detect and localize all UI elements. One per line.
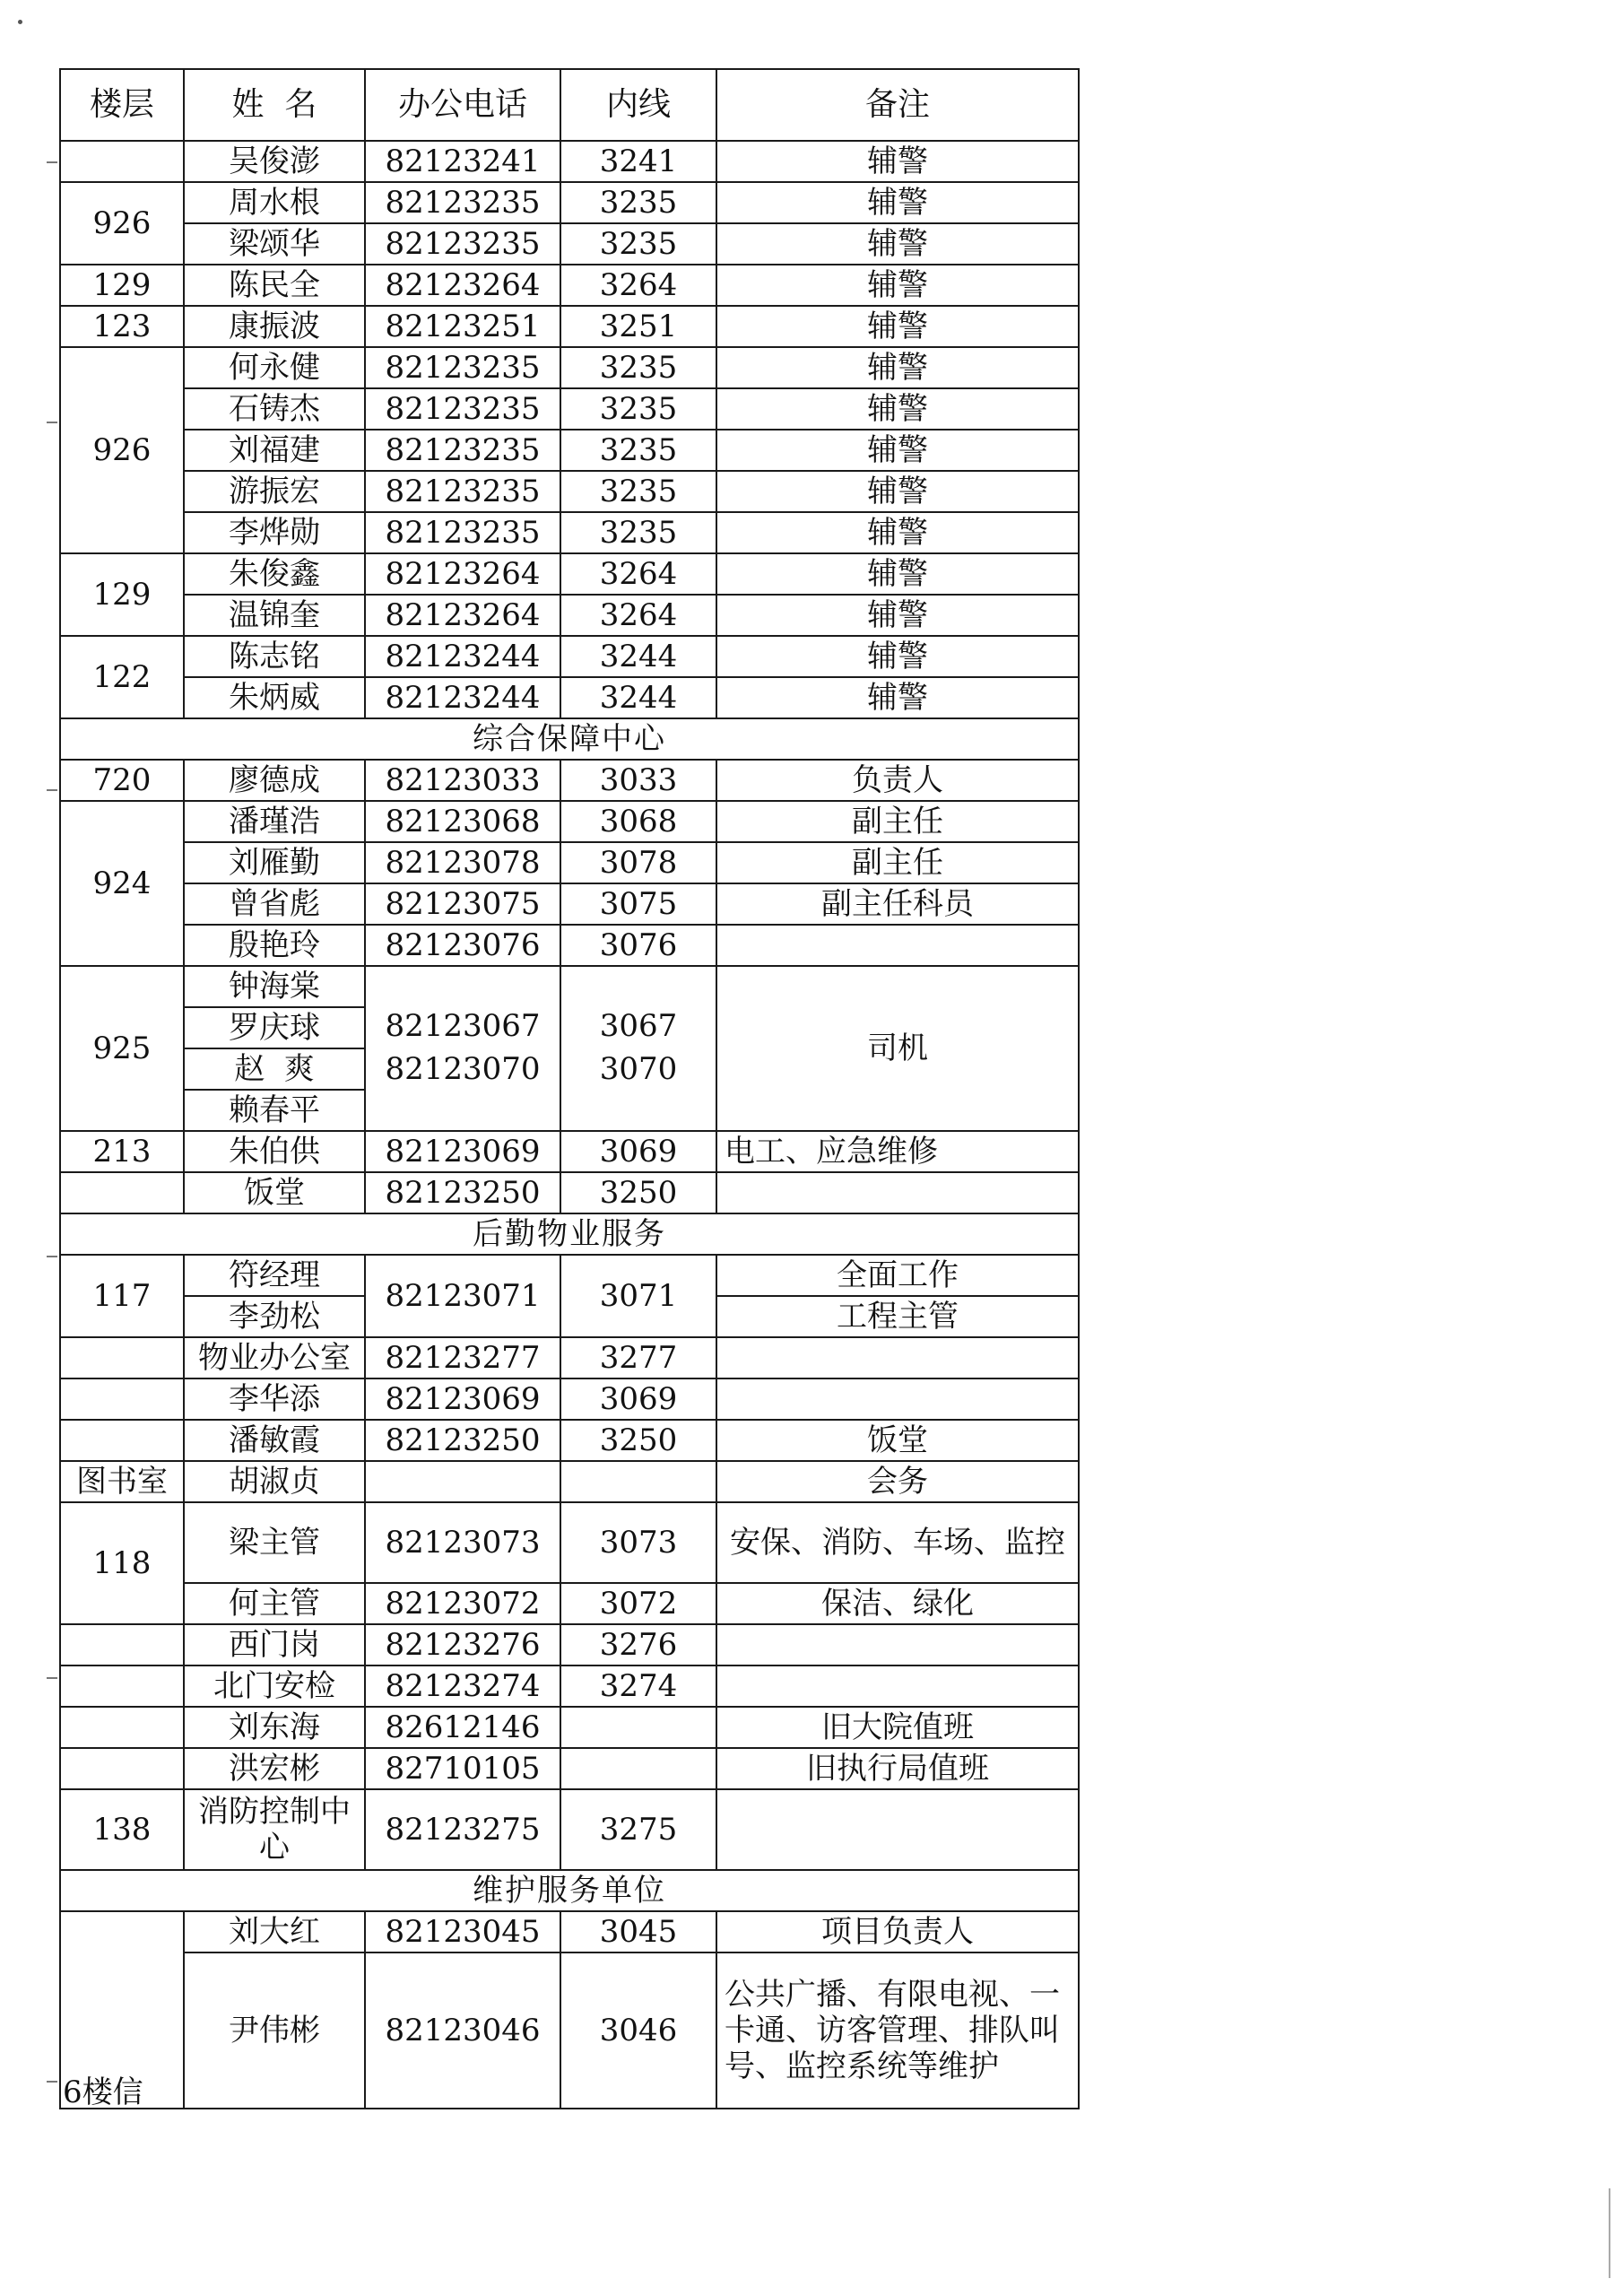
note-cell: 辅警 — [716, 512, 1079, 553]
note-cell — [716, 1172, 1079, 1213]
ext-cell: 3046 — [560, 1952, 716, 2109]
note-cell — [716, 1624, 1079, 1665]
phone-directory-table — [59, 68, 1080, 2109]
phone-cell: 82123250 — [365, 1420, 560, 1461]
margin-tick — [47, 1677, 57, 1679]
note-cell: 旧大院值班 — [716, 1707, 1079, 1748]
ext-cell: 3244 — [560, 636, 716, 677]
floor-cell: 926 — [60, 347, 184, 553]
ext-cell: 3235 — [560, 347, 716, 388]
floor-cell: 122 — [60, 636, 184, 718]
table-row — [60, 883, 1079, 925]
phone-cell: 82123078 — [365, 842, 560, 883]
section-row — [60, 1870, 1079, 1911]
ext-cell: 3276 — [560, 1624, 716, 1665]
floor-cell: 925 — [60, 966, 184, 1131]
name-cell: 洪宏彬 — [184, 1748, 365, 1789]
phone-cell: 82123275 — [365, 1789, 560, 1870]
name-cell: 刘大红 — [184, 1911, 365, 1952]
name-cell: 陈志铭 — [184, 636, 365, 677]
header-ext: 内线 — [560, 69, 716, 141]
ext-cell: 3073 — [560, 1502, 716, 1583]
phone-directory-sheet — [59, 68, 1078, 2109]
name-cell: 曾省彪 — [184, 883, 365, 925]
table-row — [60, 801, 1079, 842]
note-cell: 辅警 — [716, 306, 1079, 347]
floor-cell: 129 — [60, 553, 184, 636]
table-row — [60, 471, 1079, 512]
ext-cell: 3076 — [560, 925, 716, 966]
floor-cell — [60, 1665, 184, 1707]
phone-cell: 82123264 — [365, 595, 560, 636]
note-cell: 会务 — [716, 1461, 1079, 1502]
phone-cell: 82123235 — [365, 182, 560, 223]
name-cell: 赵 爽 — [184, 1048, 365, 1090]
name-cell: 饭堂 — [184, 1172, 365, 1213]
header-phone: 办公电话 — [365, 69, 560, 141]
name-cell: 物业办公室 — [184, 1337, 365, 1378]
ext-cell — [560, 1707, 716, 1748]
table-row — [60, 1911, 1079, 1952]
name-cell: 消防控制中心 — [184, 1789, 365, 1870]
ext-cell: 3069 — [560, 1378, 716, 1420]
table-row — [60, 1583, 1079, 1624]
floor-cell: 720 — [60, 760, 184, 801]
header-note: 备注 — [716, 69, 1079, 141]
phone-cell: 82123244 — [365, 677, 560, 718]
ext-cell: 3235 — [560, 388, 716, 430]
phone-cell: 82123071 — [365, 1255, 560, 1337]
note-cell — [716, 1665, 1079, 1707]
note-cell: 项目负责人 — [716, 1911, 1079, 1952]
ext-cell — [560, 1748, 716, 1789]
floor-cell — [60, 1337, 184, 1378]
table-row — [60, 1255, 1079, 1296]
phone-cell: 82123235 — [365, 430, 560, 471]
ext-cell — [560, 1461, 716, 1502]
section-row — [60, 718, 1079, 760]
table-row — [60, 636, 1079, 677]
note-cell: 辅警 — [716, 141, 1079, 182]
table-row — [60, 1461, 1079, 1502]
note-cell — [716, 1337, 1079, 1378]
floor-cell: 117 — [60, 1255, 184, 1337]
floor-cell: 129 — [60, 265, 184, 306]
phone-cell-drivers — [365, 966, 560, 1131]
name-cell: 刘东海 — [184, 1707, 365, 1748]
floor-cell: 118 — [60, 1502, 184, 1624]
ext-cell: 3251 — [560, 306, 716, 347]
note-cell: 辅警 — [716, 182, 1079, 223]
note-cell: 公共广播、有限电视、一卡通、访客管理、排队叫号、监控系统等维护 — [716, 1952, 1079, 2109]
floor-cell: 123 — [60, 306, 184, 347]
name-cell: 李劲松 — [184, 1296, 365, 1337]
ext-cell: 3250 — [560, 1420, 716, 1461]
table-row — [60, 512, 1079, 553]
ext-cell: 3235 — [560, 471, 716, 512]
phone-cell: 82612146 — [365, 1707, 560, 1748]
phone-cell: 82123046 — [365, 1952, 560, 2109]
table-row — [60, 1420, 1079, 1461]
name-cell: 西门岗 — [184, 1624, 365, 1665]
ext-cell: 3045 — [560, 1911, 716, 1952]
ext-cell: 3274 — [560, 1665, 716, 1707]
phone-cell — [365, 1461, 560, 1502]
ext-cell: 3072 — [560, 1583, 716, 1624]
table-row — [60, 1707, 1079, 1748]
name-cell: 康振波 — [184, 306, 365, 347]
table-row — [60, 1748, 1079, 1789]
note-cell: 安保、消防、车场、监控 — [716, 1502, 1079, 1583]
note-cell: 辅警 — [716, 677, 1079, 718]
name-cell: 尹伟彬 — [184, 1952, 365, 2109]
name-cell: 游振宏 — [184, 471, 365, 512]
table-row — [60, 553, 1079, 595]
phone-cell: 82123068 — [365, 801, 560, 842]
name-cell: 潘瑾浩 — [184, 801, 365, 842]
phone-cell: 82123033 — [365, 760, 560, 801]
name-cell: 罗庆球 — [184, 1007, 365, 1048]
phone-value: 82123067 — [385, 1008, 541, 1045]
table-row — [60, 430, 1079, 471]
note-cell: 副主任 — [716, 801, 1079, 842]
ext-cell: 3068 — [560, 801, 716, 842]
table-row — [60, 141, 1079, 182]
note-cell: 旧执行局值班 — [716, 1748, 1079, 1789]
note-cell: 工程主管 — [716, 1296, 1079, 1337]
name-cell: 吴俊澎 — [184, 141, 365, 182]
note-cell: 辅警 — [716, 388, 1079, 430]
table-row — [60, 925, 1079, 966]
ext-cell: 3069 — [560, 1131, 716, 1172]
floor-cell: 926 — [60, 182, 184, 265]
name-cell: 李烨勋 — [184, 512, 365, 553]
table-row — [60, 1624, 1079, 1665]
margin-tick — [47, 161, 57, 163]
note-cell: 辅警 — [716, 265, 1079, 306]
note-cell — [716, 1789, 1079, 1870]
margin-tick — [47, 2081, 57, 2083]
name-cell: 北门安检 — [184, 1665, 365, 1707]
phone-cell: 82123264 — [365, 265, 560, 306]
floor-cell: 6楼信 — [60, 1911, 184, 2109]
note-cell: 辅警 — [716, 471, 1079, 512]
note-cell: 辅警 — [716, 595, 1079, 636]
table-row — [60, 223, 1079, 265]
section-title-support-center: 综合保障中心 — [60, 718, 1079, 760]
table-row — [60, 1665, 1079, 1707]
ext-cell: 3264 — [560, 553, 716, 595]
table-row — [60, 1952, 1079, 2109]
table-row — [60, 1502, 1079, 1583]
ext-cell: 3250 — [560, 1172, 716, 1213]
note-cell: 电工、应急维修 — [716, 1131, 1079, 1172]
name-cell: 钟海棠 — [184, 966, 365, 1007]
phone-cell: 82123235 — [365, 471, 560, 512]
table-row — [60, 842, 1079, 883]
table-row — [60, 388, 1079, 430]
phone-cell: 82123277 — [365, 1337, 560, 1378]
floor-cell — [60, 1707, 184, 1748]
phone-cell: 82123264 — [365, 553, 560, 595]
ext-cell: 3264 — [560, 265, 716, 306]
ext-cell: 3241 — [560, 141, 716, 182]
ext-cell: 3275 — [560, 1789, 716, 1870]
name-cell: 符经理 — [184, 1255, 365, 1296]
name-cell: 朱俊鑫 — [184, 553, 365, 595]
name-cell: 何主管 — [184, 1583, 365, 1624]
phone-cell: 82123069 — [365, 1378, 560, 1420]
header-floor: 楼层 — [60, 69, 184, 141]
ext-value: 3067 — [599, 1008, 678, 1045]
table-row — [60, 1337, 1079, 1378]
note-cell — [716, 1378, 1079, 1420]
ext-cell: 3235 — [560, 512, 716, 553]
name-cell: 殷艳玲 — [184, 925, 365, 966]
scan-speck — [18, 20, 22, 24]
phone-cell: 82123276 — [365, 1624, 560, 1665]
name-cell: 温锦奎 — [184, 595, 365, 636]
note-cell: 辅警 — [716, 636, 1079, 677]
name-cell: 何永健 — [184, 347, 365, 388]
table-row — [60, 1172, 1079, 1213]
name-cell: 廖德成 — [184, 760, 365, 801]
name-cell: 潘敏霞 — [184, 1420, 365, 1461]
table-row — [60, 677, 1079, 718]
note-cell: 辅警 — [716, 553, 1079, 595]
ext-cell: 3235 — [560, 430, 716, 471]
ext-cell: 3277 — [560, 1337, 716, 1378]
phone-cell: 82123251 — [365, 306, 560, 347]
floor-cell: 213 — [60, 1131, 184, 1172]
table-row — [60, 1378, 1079, 1420]
ext-cell-drivers — [560, 966, 716, 1131]
name-cell: 朱炳威 — [184, 677, 365, 718]
floor-cell — [60, 141, 184, 182]
table-row — [60, 966, 1079, 1007]
phone-cell: 82123076 — [365, 925, 560, 966]
phone-cell: 82123235 — [365, 388, 560, 430]
phone-cell: 82123072 — [365, 1583, 560, 1624]
table-row — [60, 306, 1079, 347]
name-cell: 李华添 — [184, 1378, 365, 1420]
floor-cell — [60, 1378, 184, 1420]
note-cell: 副主任 — [716, 842, 1079, 883]
phone-cell: 82123235 — [365, 347, 560, 388]
note-cell: 辅警 — [716, 223, 1079, 265]
name-cell: 朱伯供 — [184, 1131, 365, 1172]
phone-cell: 82123235 — [365, 512, 560, 553]
note-cell: 饭堂 — [716, 1420, 1079, 1461]
floor-cell: 138 — [60, 1789, 184, 1870]
table-row — [60, 265, 1079, 306]
note-cell: 全面工作 — [716, 1255, 1079, 1296]
section-row — [60, 1213, 1079, 1255]
margin-tick — [47, 422, 57, 423]
ext-cell: 3264 — [560, 595, 716, 636]
name-cell: 陈民全 — [184, 265, 365, 306]
name-cell: 刘福建 — [184, 430, 365, 471]
ext-cell: 3244 — [560, 677, 716, 718]
note-cell: 副主任科员 — [716, 883, 1079, 925]
name-cell: 刘雁勤 — [184, 842, 365, 883]
table-row — [60, 347, 1079, 388]
floor-cell — [60, 1172, 184, 1213]
ext-value: 3070 — [599, 1051, 678, 1087]
table-row — [60, 1131, 1079, 1172]
name-cell: 胡淑贞 — [184, 1461, 365, 1502]
phone-cell: 82123274 — [365, 1665, 560, 1707]
note-cell-drivers: 司机 — [716, 966, 1079, 1131]
section-title-maintenance: 维护服务单位 — [60, 1870, 1079, 1911]
table-row — [60, 182, 1079, 223]
note-cell: 保洁、绿化 — [716, 1583, 1079, 1624]
note-cell — [716, 925, 1079, 966]
phone-cell: 82123244 — [365, 636, 560, 677]
note-cell: 负责人 — [716, 760, 1079, 801]
floor-cell — [60, 1624, 184, 1665]
table-row — [60, 1789, 1079, 1870]
name-cell: 梁颂华 — [184, 223, 365, 265]
ext-cell: 3235 — [560, 223, 716, 265]
floor-cell — [60, 1420, 184, 1461]
floor-cell: 924 — [60, 801, 184, 966]
name-cell: 梁主管 — [184, 1502, 365, 1583]
note-cell: 辅警 — [716, 347, 1079, 388]
phone-cell: 82123235 — [365, 223, 560, 265]
scan-edge — [1609, 2188, 1610, 2278]
ext-cell: 3071 — [560, 1255, 716, 1337]
note-cell: 辅警 — [716, 430, 1079, 471]
phone-cell: 82123075 — [365, 883, 560, 925]
name-cell: 周水根 — [184, 182, 365, 223]
table-row — [60, 760, 1079, 801]
phone-value: 82123070 — [385, 1051, 541, 1087]
ext-cell: 3078 — [560, 842, 716, 883]
table-row — [60, 595, 1079, 636]
phone-cell: 82710105 — [365, 1748, 560, 1789]
phone-cell: 82123069 — [365, 1131, 560, 1172]
header-name: 姓 名 — [184, 69, 365, 141]
name-cell: 赖春平 — [184, 1090, 365, 1131]
phone-cell: 82123250 — [365, 1172, 560, 1213]
phone-cell: 82123241 — [365, 141, 560, 182]
ext-cell: 3075 — [560, 883, 716, 925]
phone-cell: 82123045 — [365, 1911, 560, 1952]
ext-cell: 3235 — [560, 182, 716, 223]
name-cell: 石铸杰 — [184, 388, 365, 430]
section-title-property-service: 后勤物业服务 — [60, 1213, 1079, 1255]
floor-cell: 图书室 — [60, 1461, 184, 1502]
margin-tick — [47, 789, 57, 791]
table-header-row — [60, 69, 1079, 141]
phone-cell: 82123073 — [365, 1502, 560, 1583]
margin-tick — [47, 1256, 57, 1257]
ext-cell: 3033 — [560, 760, 716, 801]
floor-cell — [60, 1748, 184, 1789]
